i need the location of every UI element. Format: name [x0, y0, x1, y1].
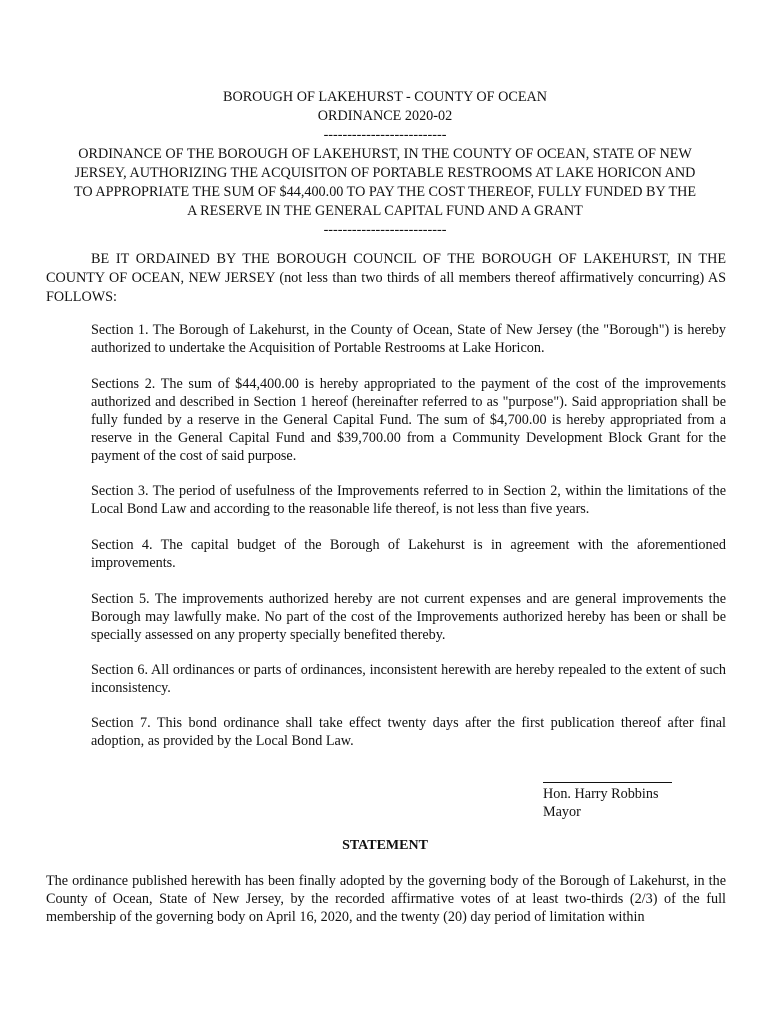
header-divider: --------------------------: [323, 127, 447, 143]
section-6: Section 6. All ordinances or parts of ordinances, inconsistent herewith are hereby repealed to the extent of such inconsistency.: [91, 662, 726, 696]
section-1: Section 1. The Borough of Lakehurst, in the County of Ocean, State of New Jersey (the "Borough") is hereby authorized to undertake the Acquisition of Portable Restrooms at Lake Horicon.: [91, 322, 726, 356]
signature-block: [543, 785, 658, 821]
ordinance-title: [40, 145, 730, 221]
header-divider-bottom: --------------------------: [323, 222, 447, 238]
statement-text: The ordinance published herewith has been finally adopted by the governing body of the Borough of Lakehurst, in the County of Ocean, State of New Jersey, by the recorded affirmative votes of at least two-thirds (2/3) of the full membership of the governing body on April 16, 2020, and the twenty (20) day period of limitation within: [46, 873, 726, 925]
ordinance-title-line: ORDINANCE OF THE BOROUGH OF LAKEHURST, IN THE COUNTY OF OCEAN, STATE OF NEW: [78, 146, 692, 162]
section-7: Section 7. This bond ordinance shall take effect twenty days after the first publication thereof after final adoption, as provided by the Local Bond Law.: [91, 715, 726, 749]
enacting-clause: BE IT ORDAINED BY THE BOROUGH COUNCIL OF THE BOROUGH OF LAKEHURST, IN THE COUNTY OF OCEAN, NEW JERSEY (not less than two thirds of all members thereof affirmatively concurring) AS FOLLOWS:: [46, 251, 726, 305]
ordinance-title-line: JERSEY, AUTHORIZING THE ACQUISITON OF PORTABLE RESTROOMS AT LAKE HORICON AND: [74, 165, 696, 181]
signatory-name: Hon. Harry Robbins: [543, 786, 659, 802]
ordinance-header: [40, 88, 730, 240]
ordinance-number: ORDINANCE 2020-02: [317, 108, 453, 124]
signature-line: [543, 782, 672, 783]
ordinance-title-line: TO APPROPRIATE THE SUM OF $44,400.00 TO PAY THE COST THEREOF, FULLY FUNDED BY THE: [73, 184, 697, 200]
section-5: Section 5. The improvements authorized hereby are not current expenses and are general improvements the Borough may lawfully make. No part of the cost of the Improvements authorized hereby has been or shall be specially assessed on any property specially benefited thereby.: [91, 591, 726, 643]
statement-heading: STATEMENT: [342, 838, 428, 853]
borough-county-heading: BOROUGH OF LAKEHURST - COUNTY OF OCEAN: [223, 89, 547, 105]
section-2: Sections 2. The sum of $44,400.00 is hereby appropriated to the payment of the cost of the improvements authorized and described in Section 1 hereof (hereinafter referred to as "purpose"). Said appropriation shall be fully funded by a reserve in the General Capital Fund. The sum of $4,700.00 is hereby appropriated from a reserve in the General Capital Fund and $39,700.00 from a Community Development Block Grant for the payment of the cost of said purpose.: [91, 376, 726, 464]
signatory-role: Mayor: [543, 804, 581, 820]
section-3: Section 3. The period of usefulness of the Improvements referred to in Section 2, within the limitations of the Local Bond Law and according to the reasonable life thereof, is not less than five years.: [91, 483, 726, 517]
ordinance-title-line: A RESERVE IN THE GENERAL CAPITAL FUND AND A GRANT: [187, 203, 583, 219]
section-4: Section 4. The capital budget of the Borough of Lakehurst is in agreement with the aforementioned improvements.: [91, 537, 726, 571]
